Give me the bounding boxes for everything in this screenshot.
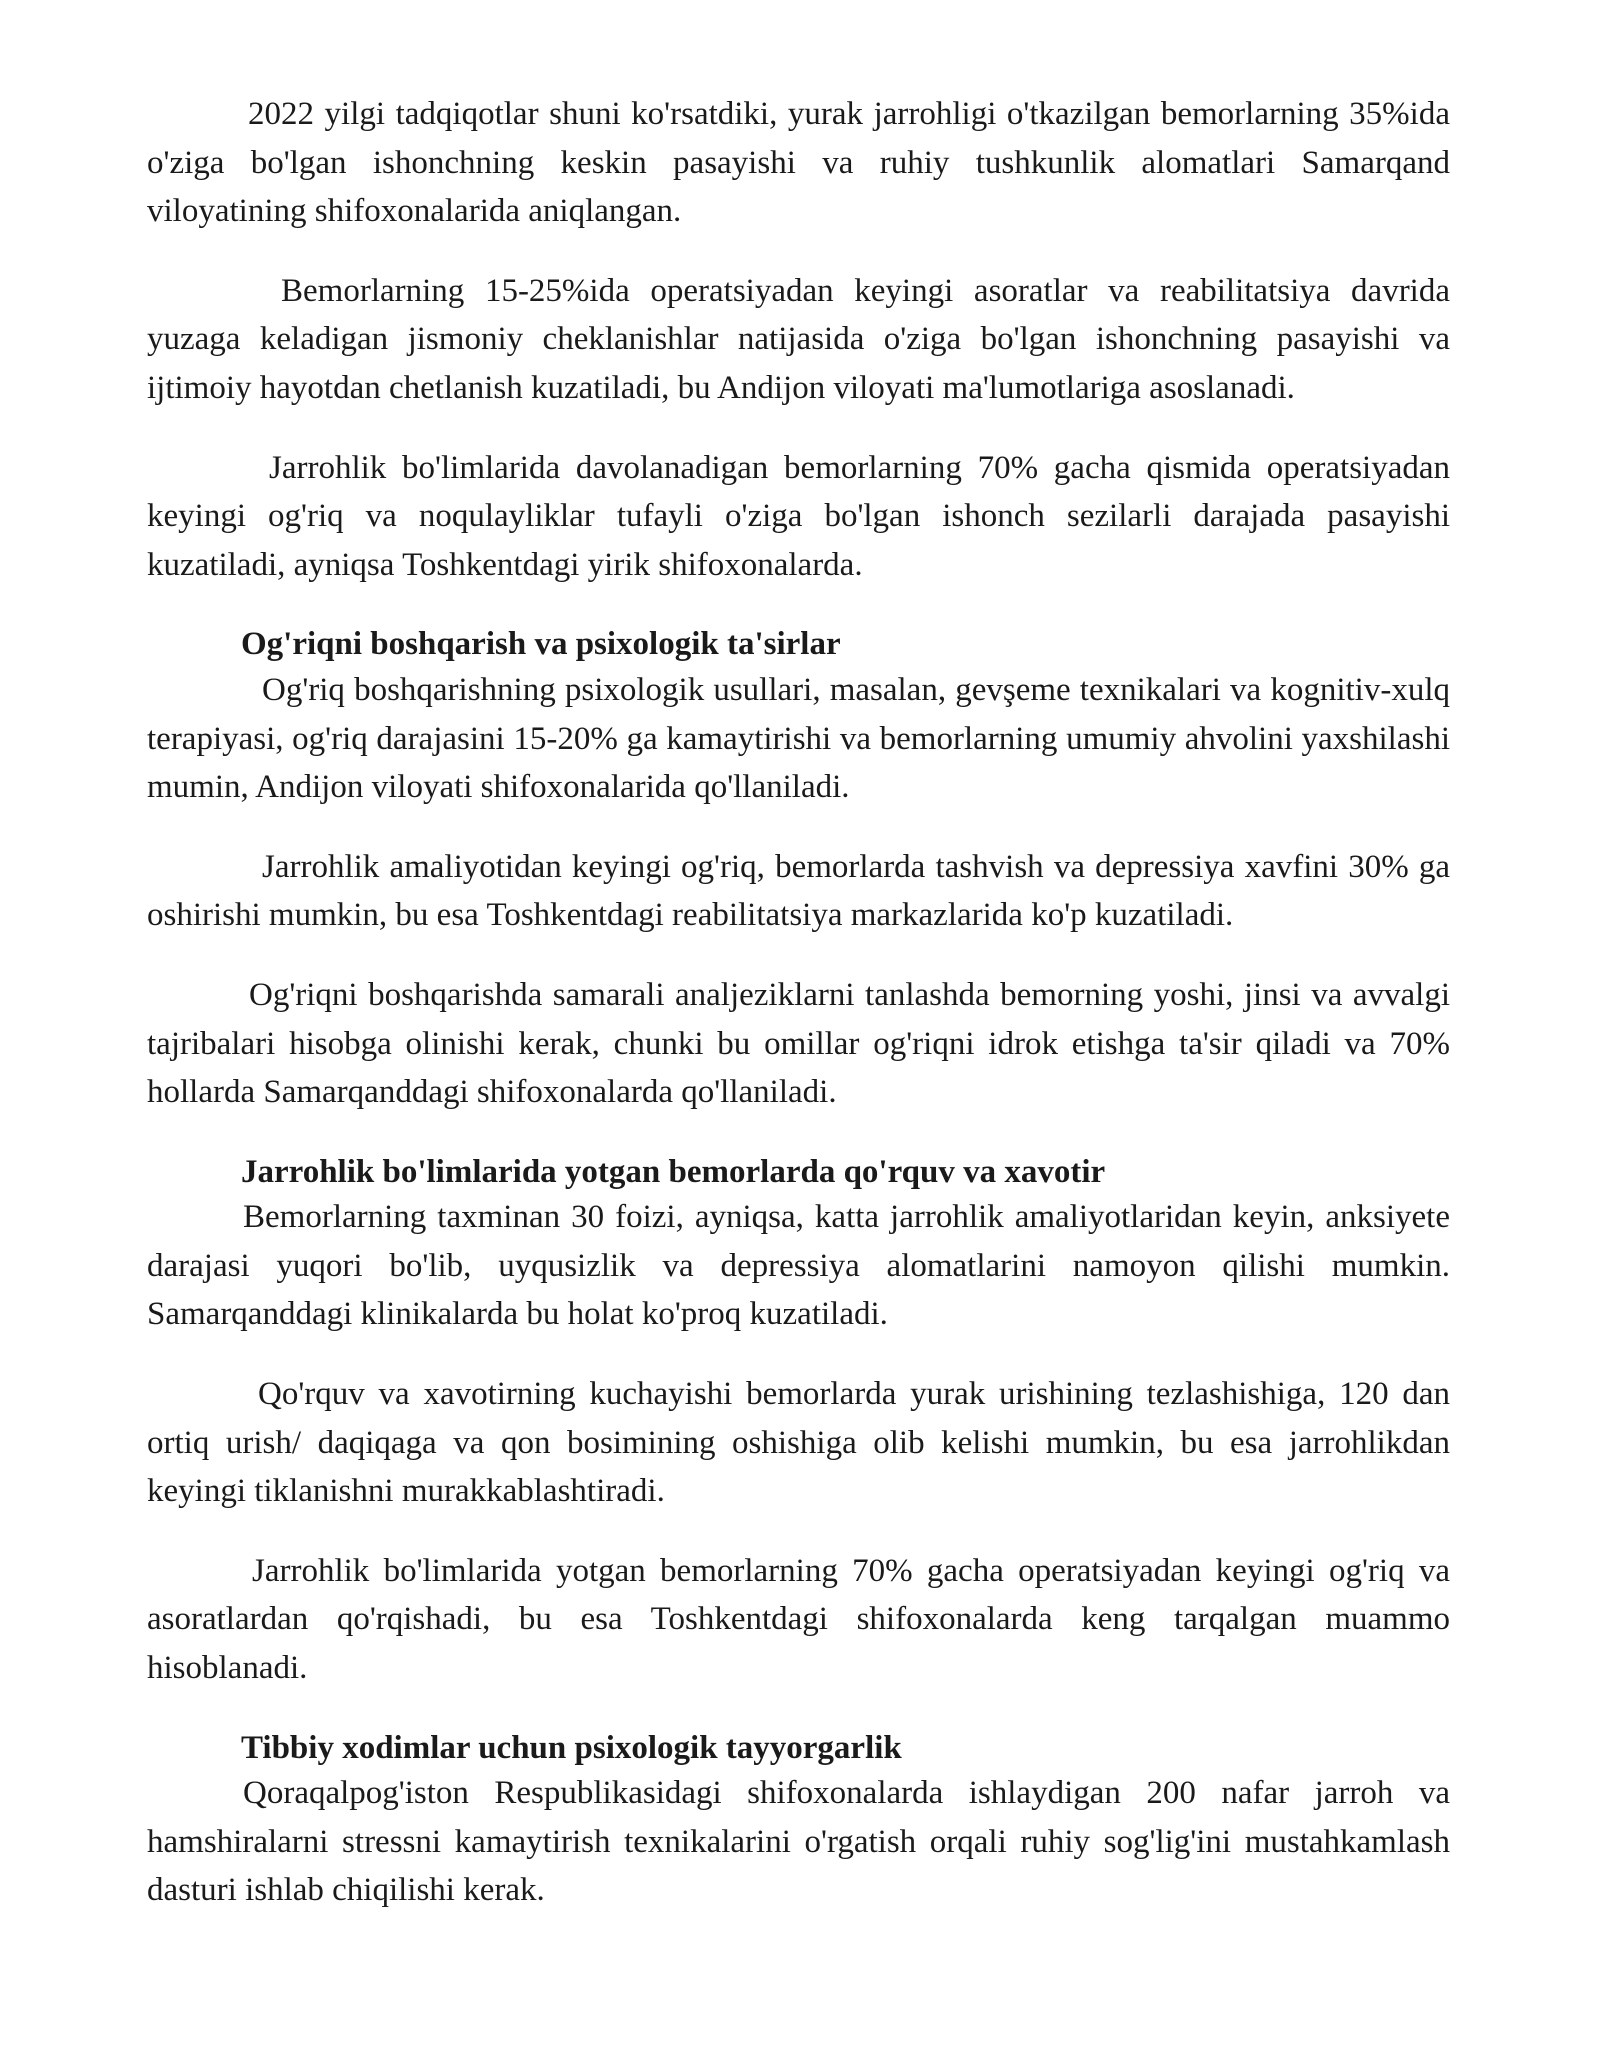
paragraph: Jarrohlik bo'limlarida yotgan bemorlarning 70% gacha operatsiyadan keyingi og'riq va asoratlardan qo'rqishadi, bu esa Toshkentdagi shifoxonalarda keng tarqalgan muammo hisoblanadi. xyxy=(147,1552,1450,1687)
section-staff-preparation xyxy=(147,1724,1450,1915)
paragraph: Qo'rquv va xavotirning kuchayishi bemorlarda yurak urishining tezlashishiga, 120 dan ortiq urish/ daqiqaga va qon bosimining oshishiga olib kelishi mumkin, bu esa jarrohlikdan keyingi tiklanishni murakkablashtiradi. xyxy=(147,1376,1450,1510)
paragraph: Jarrohlik amaliyotidan keyingi og'riq, bemorlarda tashvish va depressiya xavfini 30% ga oshirishi mumkin, bu esa Toshkentdagi reabilitatsiya markazlarida ko'p kuzatiladi. xyxy=(147,848,1450,934)
paragraph: 2022 yilgi tadqiqotlar shuni ko'rsatdiki, yurak jarrohligi o'tkazilgan bemorlarning 35%ida o'ziga bo'lgan ishonchning keskin pasayishi va ruhiy tushkunlik alomatlari Samarqand viloyatining shifoxonalarida aniqlangan. xyxy=(147,96,1450,230)
section-heading: Tibbiy xodimlar uchun psixologik tayyorgarlik xyxy=(241,1729,902,1766)
paragraph: Bemorlarning 15-25%ida operatsiyadan keyingi asoratlar va reabilitatsiya davrida yuzaga keladigan jismoniy cheklanishlar natijasida o'ziga bo'lgan ishonchning pasayishi va ijtimoiy hayotdan chetlanish kuzatiladi, bu Andijon viloyati ma'lumotlariga asoslanadi. xyxy=(147,272,1450,406)
paragraph: Jarrohlik bo'limlarida davolanadigan bemorlarning 70% gacha qismida operatsiyadan keyingi og'riq va noqulayliklar tufayli o'ziga bo'lgan ishonch sezilarli darajada pasayishi kuzatiladi, ayniqsa Toshkentdagi yirik shifoxonalarda. xyxy=(147,449,1450,583)
section-pain-management xyxy=(147,620,1450,1116)
section-heading: Og'riqni boshqarish va psixologik ta'sirlar xyxy=(241,626,841,663)
paragraph: Qoraqalpog'iston Respublikasidagi shifoxonalarda ishlaydigan 200 nafar jarroh va hamshiralarni stressni kamaytirish texnikalarini o'rgatish orqali ruhiy sog'lig'ini mustahkamlash dasturi ishlab chiqilishi kerak. xyxy=(147,1775,1450,1909)
section-heading: Jarrohlik bo'limlarida yotgan bemorlarda qo'rquv va xavotir xyxy=(241,1153,1106,1190)
paragraph: Bemorlarning taxminan 30 foizi, ayniqsa, katta jarrohlik amaliyotlaridan keyin, anksiyete darajasi yuqori bo'lib, uyqusizlik va depressiya alomatlarini namoyon qilishi mumkin. Samarqanddagi klinikalarda bu holat ko'proq kuzatiladi. xyxy=(147,1199,1450,1333)
section-fear-anxiety xyxy=(147,1148,1450,1693)
paragraph: Og'riq boshqarishning psixologik usullari, masalan, gevşeme texnikalari va kognitiv-xulq terapiyasi, og'riq darajasini 15-20% ga kamaytirishi va bemorlarning umumiy ahvolini yaxshilashi mumin, Andijon viloyati shifoxonalarida qo'llaniladi. xyxy=(147,671,1450,806)
paragraph: Og'riqni boshqarishda samarali analjeziklarni tanlashda bemorning yoshi, jinsi va avvalgi tajribalari hisobga olinishi kerak, chunki bu omillar og'riqni idrok etishga ta'sir qiladi va 70% hollarda Samarqanddagi shifoxonalarda qo'llaniladi. xyxy=(147,976,1450,1111)
document-page xyxy=(147,90,1450,1946)
